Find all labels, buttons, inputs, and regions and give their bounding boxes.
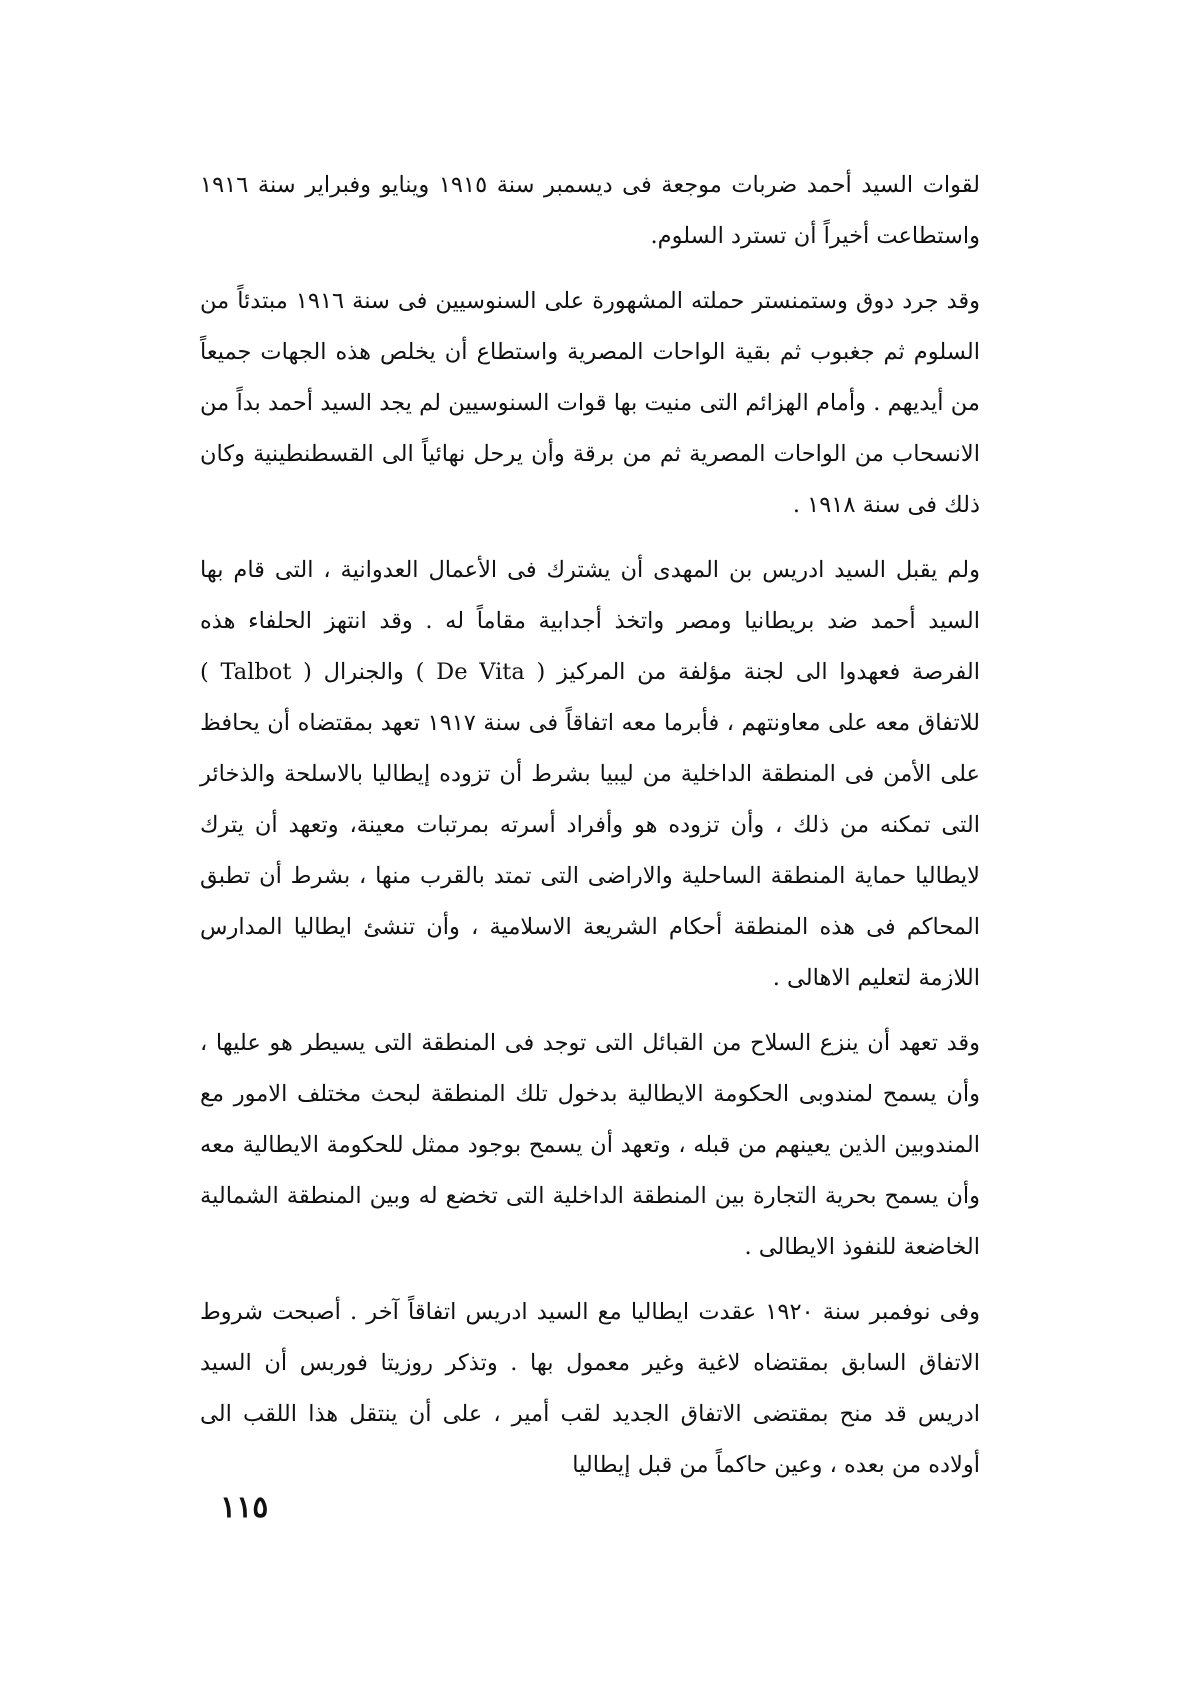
- paragraph-1: لقوات السيد أحمد ضربات موجعة فى ديسمبر سنة ١٩١٥ وينايو وفبراير سنة ١٩١٦ واستطاعت أخيراً أن تسترد السلوم.: [200, 172, 980, 249]
- paragraph-3: ولم يقبل السيد ادريس بن المهدى أن يشترك فى الأعمال العدوانية ، التى قام بها السيد أحمد ضد بريطانيا ومصر واتخذ أجدابية مقاماً له . وقد انتهز الحلفاء هذه الفرصة فعهدوا الى لجنة مؤلفة من المركيز ( De Vita ) والجنرال ( Talbot ) للاتفاق معه على معاونتهم ، فأبرما معه اتفاقاً فى سنة ١٩١٧ تعهد بمقتضاه أن يحافظ على الأمن فى المنطقة الداخلية من ليبيا بشرط أن تزوده إيطاليا بالاسلحة والذخائر التى تمكنه من ذلك ، وأن تزوده هو وأفراد أسرته بمرتبات معينة، وتعهد أن يترك لايطاليا حماية المنطقة الساحلية والاراضى التى تمتد بالقرب منها ، بشرط أن تطبق المحاكم فى هذه المنطقة أحكام الشريعة الاسلامية ، وأن تنشئ ايطاليا المدارس اللازمة لتعليم الاهالى .: [200, 557, 981, 991]
- paragraph-2: وقد جرد دوق وستمنستر حملته المشهورة على السنوسيين فى سنة ١٩١٦ مبتدئاً من السلوم ثم جغبوب ثم بقية الواحات المصرية واستطاع أن يخلص هذه الجهات جميعاً من أيديهم . وأمام الهزائم التى منيت بها قوات السنوسيين لم يجد السيد أحمد بداً من الانسحاب من الواحات المصرية ثم من برقة وأن يرحل نهائياً الى القسطنطينية وكان ذلك فى سنة ١٩١٨ .: [200, 288, 981, 518]
- page-number: ١١٥: [220, 1490, 269, 1525]
- paragraph-5: وفى نوفمبر سنة ١٩٢٠ عقدت ايطاليا مع السيد ادريس اتفاقاً آخر . أصبحت شروط الاتفاق السابق بمقتضاه لاغية وغير معمول بها . وتذكر روزيتا فوربس أن السيد ادريس قد منح بمقتضى الاتفاق الجديد لقب أمير ، على أن ينتقل هذا اللقب الى أولاده من بعده ، وعين حاكماً من قبل إيطاليا: [200, 1299, 980, 1478]
- paragraph-4: وقد تعهد أن ينزع السلاح من القبائل التى توجد فى المنطقة التى يسيطر هو عليها ، وأن يسمح لمندوبى الحكومة الايطالية بدخول تلك المنطقة لبحث مختلف الامور مع المندوبين الذين يعينهم من قبله ، وتعهد أن يسمح بوجود ممثل للحكومة الايطالية معه وأن يسمح بحرية التجارة بين المنطقة الداخلية التى تخضع له وبين المنطقة الشمالية الخاضعة للنفوذ الايطالى .: [200, 1030, 980, 1260]
- body-text: [200, 160, 980, 1505]
